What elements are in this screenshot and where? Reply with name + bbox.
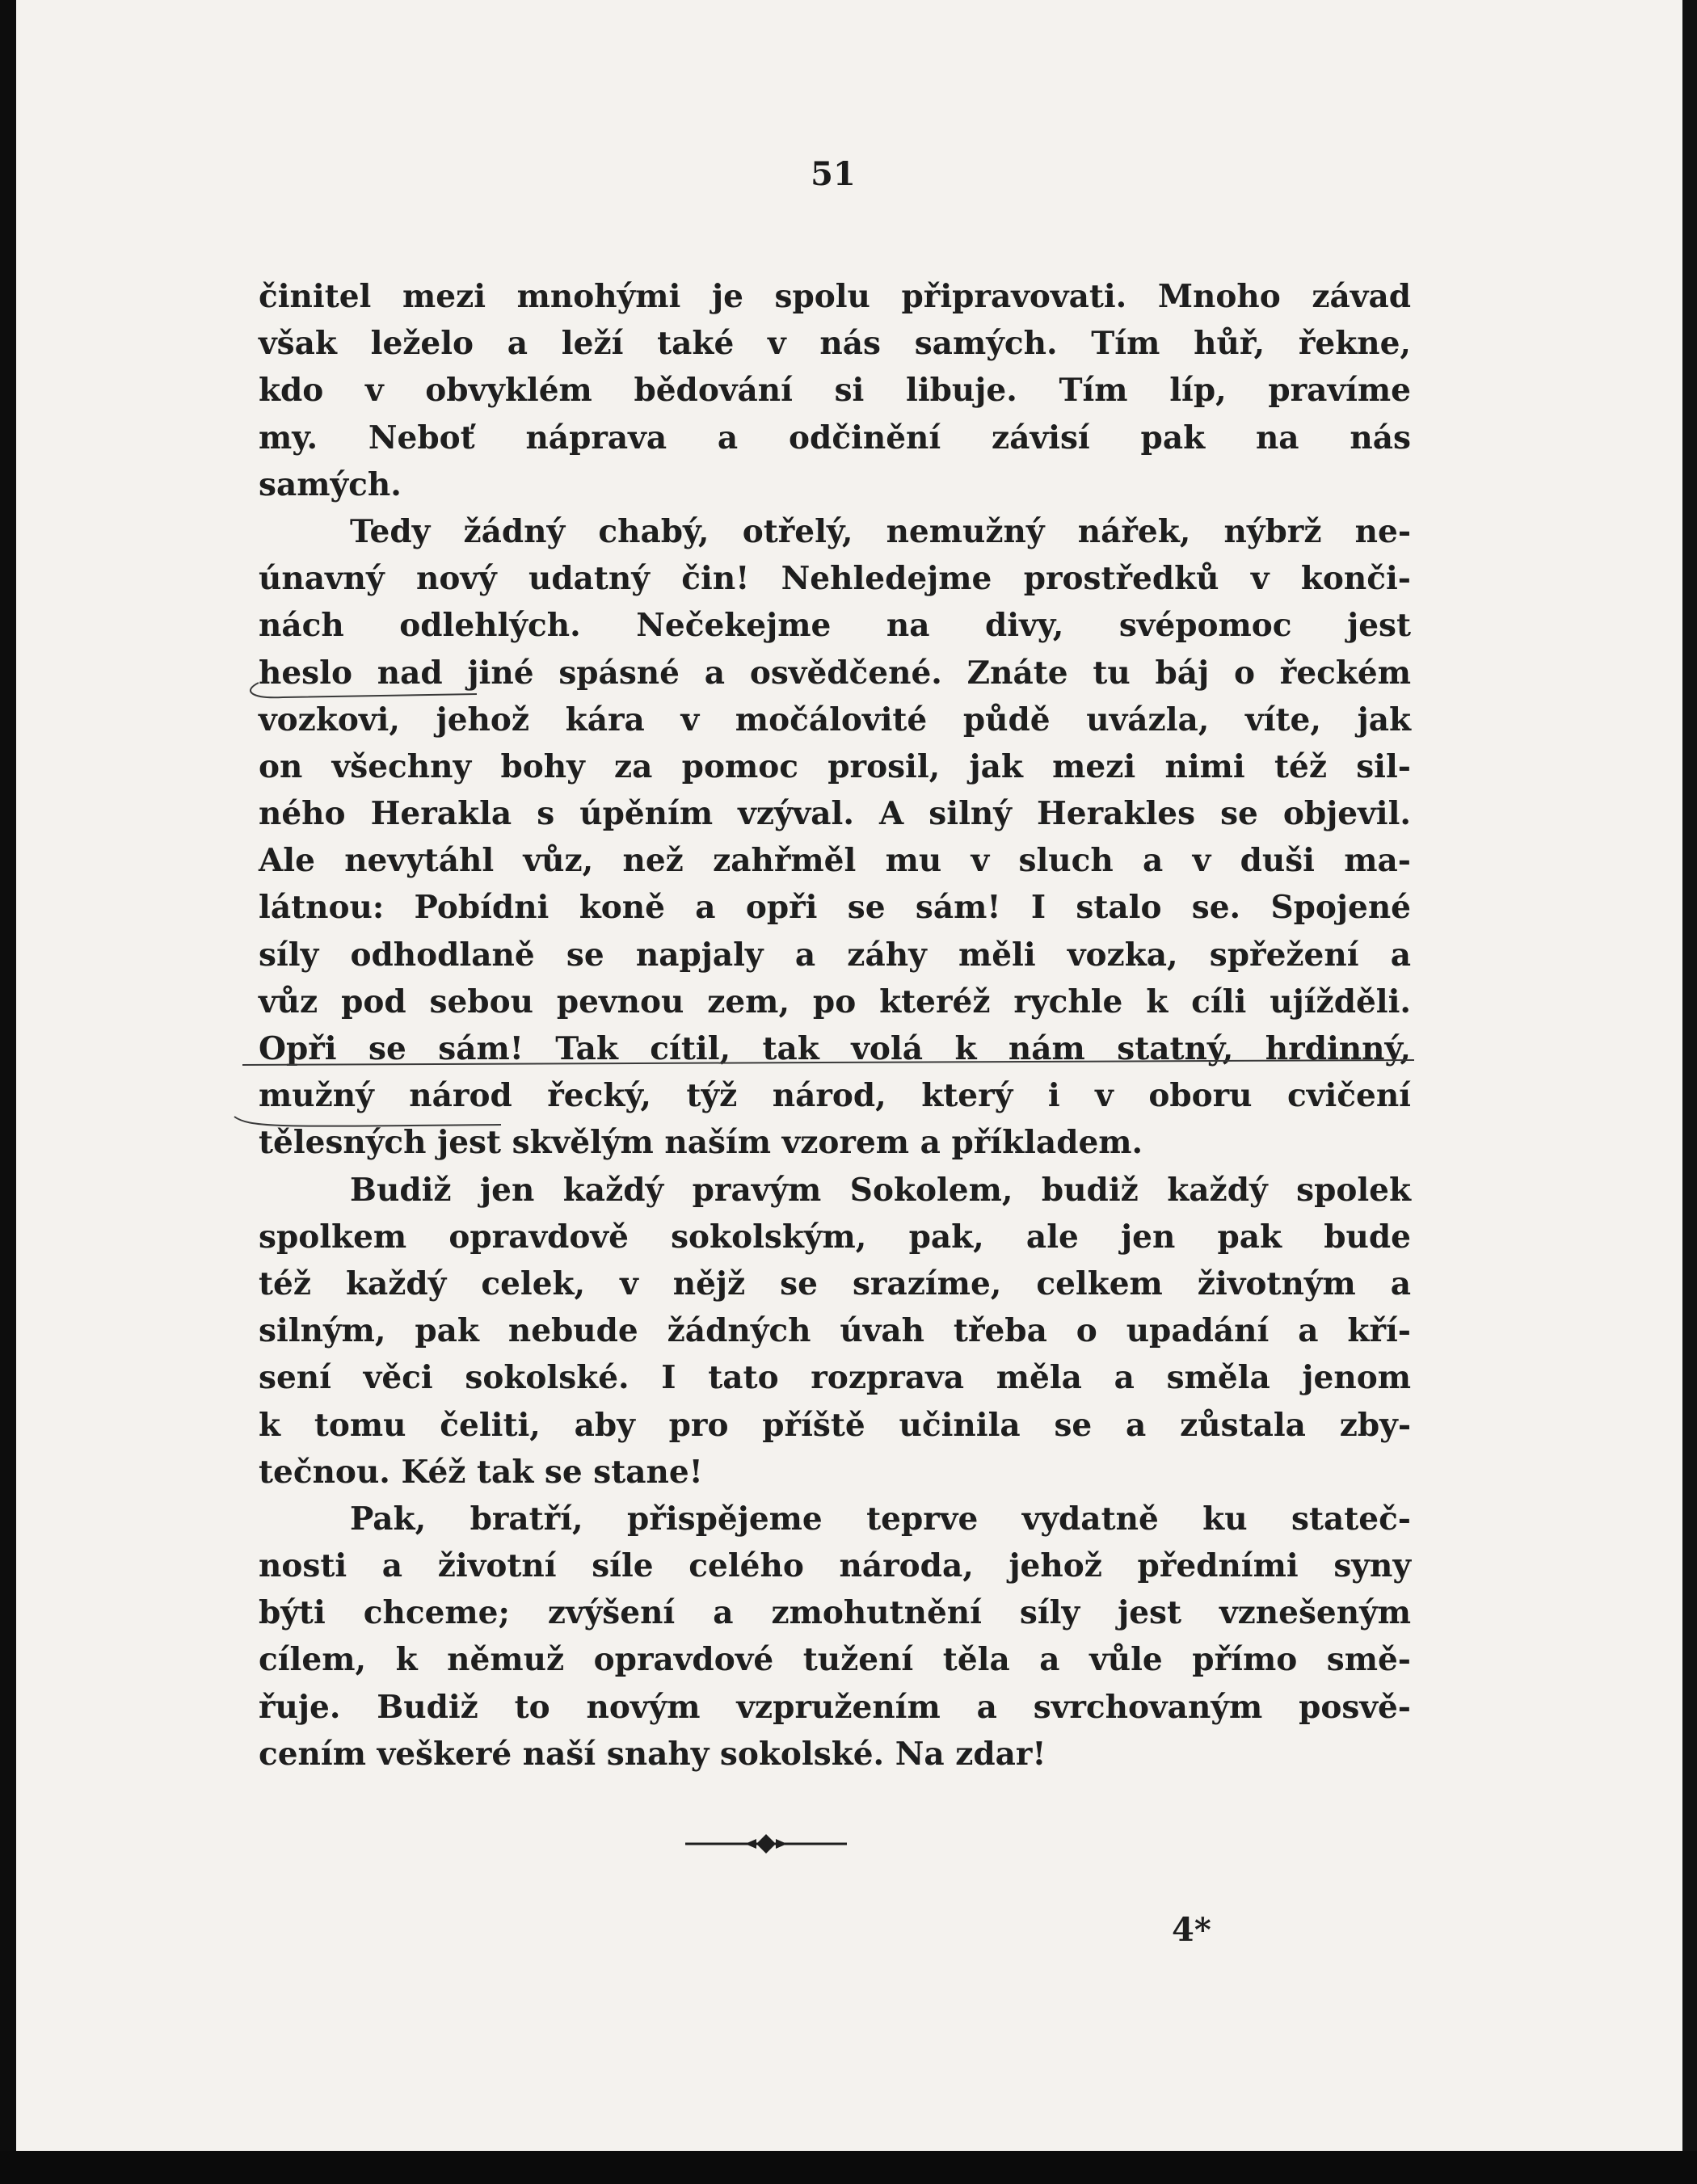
page-number: 51: [811, 155, 856, 193]
text-line: látnou: Pobídni koně a opři se sám! I stalo se. Spojené: [259, 889, 1411, 927]
text-line: nosti a životní síle celého národa, jehož předními syny: [259, 1547, 1411, 1585]
text-line: on všechny bohy za pomoc prosil, jak mezi nimi též sil-: [259, 747, 1411, 785]
book-page: [16, 0, 1682, 2184]
text-line: síly odhodlaně se napjaly a záhy měli vozka, spřežení a: [259, 936, 1411, 974]
text-line: Tedy žádný chabý, otřelý, nemužný nářek, nýbrž ne-: [350, 512, 1411, 550]
text-line: Ale nevytáhl vůz, než zahřměl mu v sluch a v duši ma-: [259, 842, 1411, 880]
text-line: kdo v obvyklém bědování si libuje. Tím líp, pravíme: [259, 372, 1411, 410]
scan-right-edge: [1682, 0, 1697, 2184]
text-line: cílem, k němuž opravdové tužení těla a vůle přímo smě-: [259, 1641, 1411, 1679]
text-line: řuje. Budiž to novým vzpružením a svrchovaným posvě-: [259, 1688, 1411, 1726]
diamond-rule-icon: [685, 1828, 847, 1860]
text-line: únavný nový udatný čin! Nehledejme prostředků v konči-: [259, 560, 1411, 598]
text-line: k tomu čeliti, aby pro příště učinila se a zůstala zby-: [259, 1406, 1411, 1444]
text-line: cením veškeré naší snahy sokolské. Na zdar!: [259, 1735, 1046, 1773]
text-line: spolkem opravdově sokolským, pak, ale jen pak bude: [259, 1218, 1411, 1256]
text-line: silným, pak nebude žádných úvah třeba o upadání a kří-: [259, 1312, 1411, 1350]
text-line: býti chceme; zvýšení a zmohutnění síly jest vznešeným: [259, 1594, 1411, 1632]
text-line: nách odlehlých. Nečekejme na divy, svépomoc jest: [259, 607, 1411, 645]
signature-mark: 4*: [1172, 1911, 1211, 1949]
text-line: Opři se sám! Tak cítil, tak volá k nám statný, hrdinný,: [259, 1030, 1411, 1067]
text-line: vůz pod sebou pevnou zem, po kteréž rychle k cíli ujížděli.: [259, 983, 1411, 1020]
scan-bottom-edge: [0, 2151, 1697, 2184]
text-line: ného Herakla s úpěním vzýval. A silný Herakles se objevil.: [259, 795, 1411, 833]
text-line: my. Neboť náprava a odčinění závisí pak na nás: [259, 419, 1411, 457]
text-line: samých.: [259, 465, 402, 503]
body-text: [259, 273, 1411, 1778]
text-line: tečnou. Kéž tak se stane!: [259, 1453, 703, 1491]
scan-left-edge: [0, 0, 16, 2184]
text-line: heslo nad jiné spásné a osvědčené. Znáte tu báj o řeckém: [259, 654, 1411, 692]
text-line: sení věci sokolské. I tato rozprava měla a směla jenom: [259, 1359, 1411, 1397]
text-line: vozkovi, jehož kára v močálovité půdě uvázla, víte, jak: [259, 701, 1411, 739]
text-line: však leželo a leží také v nás samých. Tím hůř, řekne,: [259, 325, 1411, 363]
text-line: činitel mezi mnohými je spolu připravovati. Mnoho závad: [259, 278, 1411, 315]
text-line: tělesných jest skvělým naším vzorem a příkladem.: [259, 1124, 1143, 1162]
text-line: Pak, bratří, přispějeme teprve vydatně ku stateč-: [350, 1500, 1411, 1538]
text-line: též každý celek, v nějž se srazíme, celkem životným a: [259, 1265, 1411, 1302]
text-line: mužný národ řecký, týž národ, který i v oboru cvičení: [259, 1077, 1411, 1115]
text-line: Budiž jen každý pravým Sokolem, budiž každý spolek: [350, 1171, 1411, 1209]
